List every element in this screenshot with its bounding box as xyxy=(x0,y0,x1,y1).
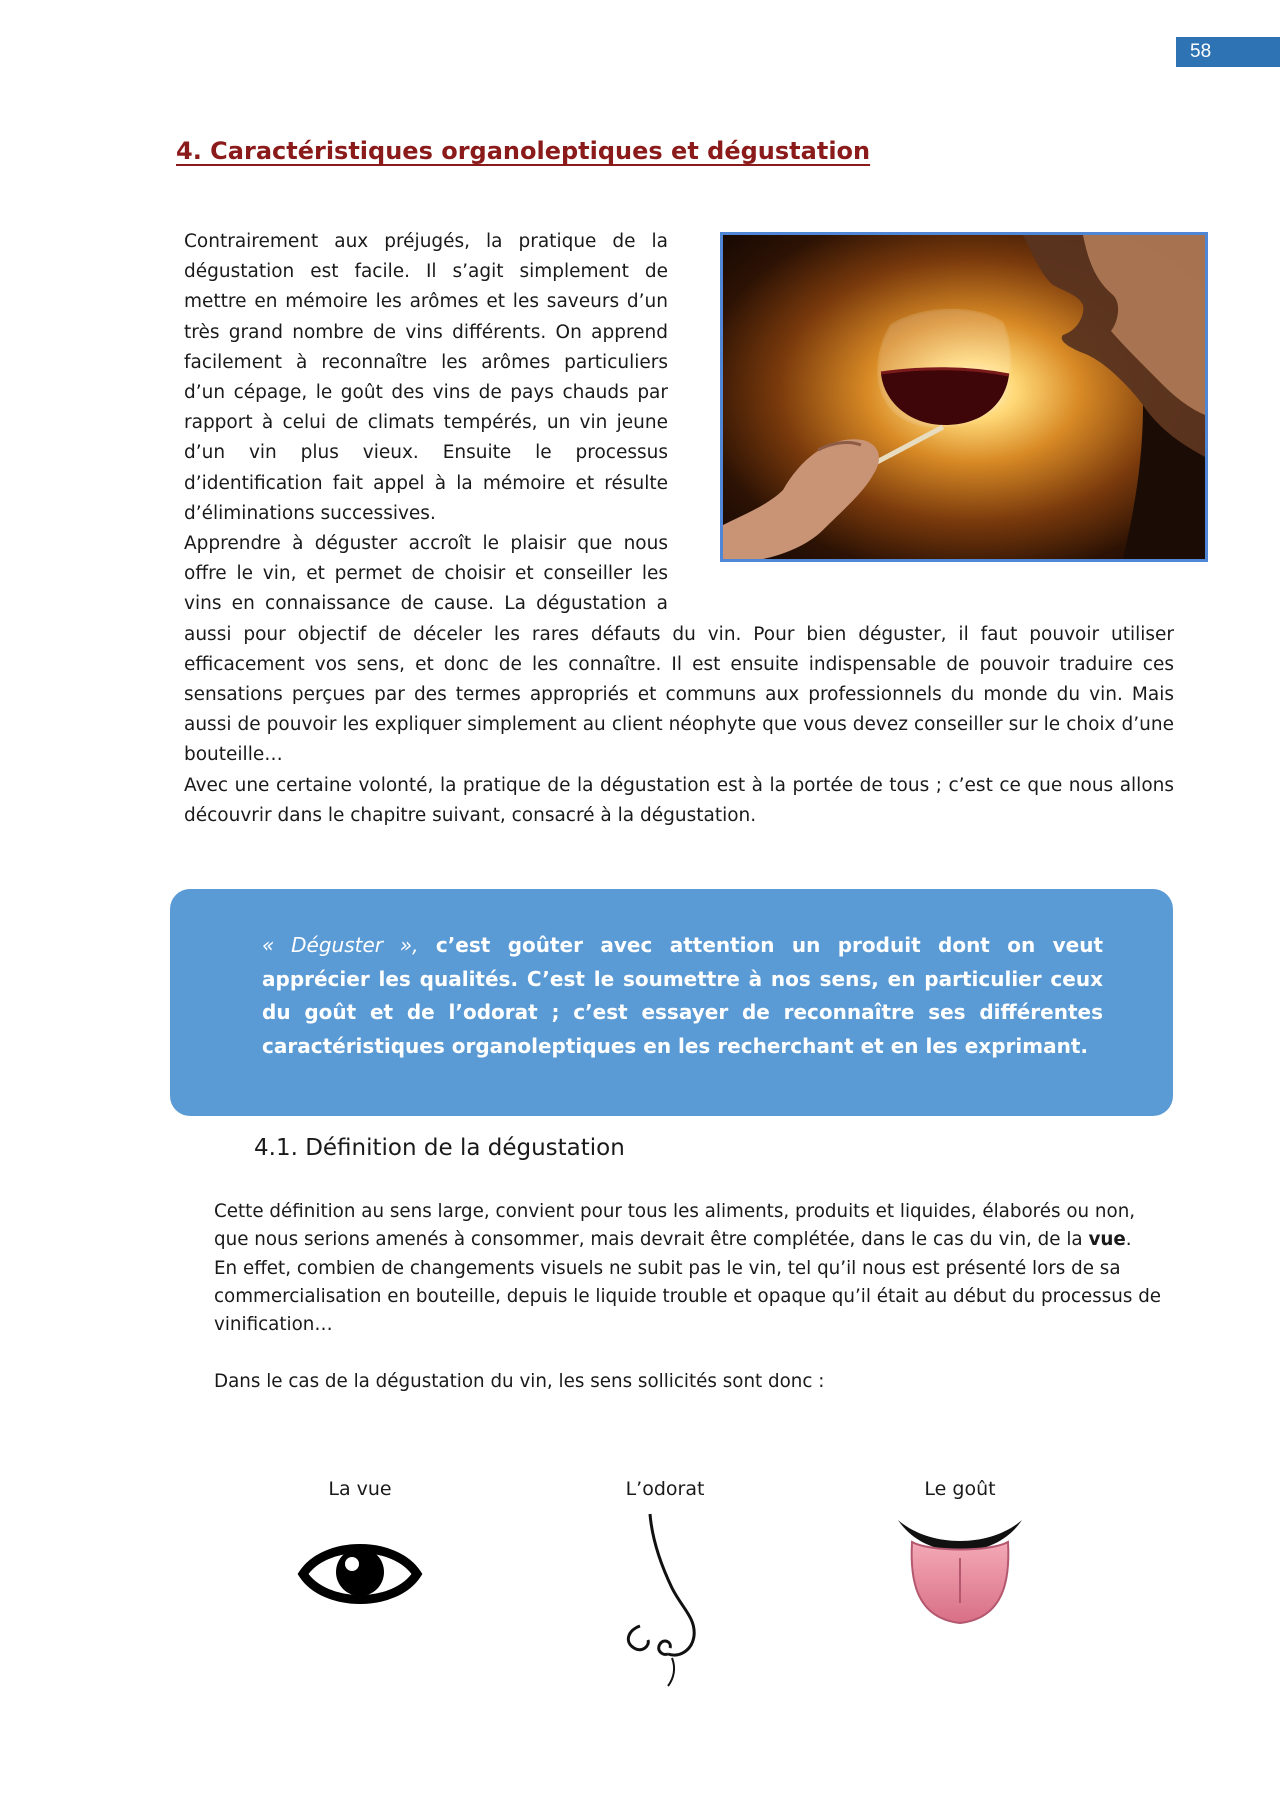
definition-paragraph xyxy=(214,1198,1174,1255)
page-number: 58 xyxy=(1176,37,1280,67)
intro-paragraph: Apprendre à déguster accroît le plaisir que nous offre le vin, et permet de choisir et conseiller les vins en connaissance de cause. La dégustation a aussi pour objectif de déceler les rares défauts du vin. Pour bien déguster, il faut pouvoir utiliser efficacement vos sens, et donc de les connaître. Il est ensuite indispensable de pouvoir traduire ces sensations perçues par des termes appropriés et communs aux professionnels du monde du vin. Mais aussi de pouvoir les expliquer simplement au client néophyte que vous devez conseiller sur le choix d’une bouteille… xyxy=(184,533,1174,766)
section-title: 4. Caractéristiques organoleptiques et dégustation xyxy=(176,137,871,165)
definition-section-text xyxy=(214,1198,1174,1396)
sense-sight xyxy=(240,1478,480,1628)
definition-term: « Déguster », xyxy=(262,933,419,957)
subsection-title: 4.1. Définition de la dégustation xyxy=(254,1135,625,1161)
intro-paragraph: Contrairement aux préjugés, la pratique de la dégustation est facile. Il s’agit simplement de mettre en mémoire les arômes et les saveurs d’un très grand nombre de vins différents. On apprend facilement à reconnaître les arômes particuliers d’un cépage, le goût des vins de pays chauds par rapport à celui de climats tempérés, un vin jeune d’un vin plus vieux. Ensuite le processus d’identification fait appel à la mémoire et résulte d’éliminations successives. xyxy=(184,231,668,524)
definition-callout xyxy=(170,889,1173,1116)
definition-body: c’est goûter avec attention un produit dont on veut apprécier les qualités. C’est le soumettre à nos sens, en particulier ceux du goût et de l’odorat ; c’est essayer de reconnaître ses différentes caractéristiques organoleptiques en les recherchant et en les exprimant. xyxy=(262,933,1104,1058)
senses-intro: Dans le cas de la dégustation du vin, les sens sollicités sont donc : xyxy=(214,1370,825,1392)
intro-paragraph: Avec une certaine volonté, la pratique de la dégustation est à la portée de tous ; c’est ce que nous allons découvrir dans le chapitre suivant, consacré à la dégustation. xyxy=(184,774,1174,826)
senses-row xyxy=(240,1478,1110,1728)
spacer-line xyxy=(214,1339,1174,1367)
sense-label: La vue xyxy=(328,1478,392,1500)
intro-text-block xyxy=(184,227,1174,831)
nose-icon xyxy=(610,1508,720,1688)
sense-taste xyxy=(840,1478,1080,1638)
sense-label: Le goût xyxy=(924,1478,996,1500)
eye-icon xyxy=(295,1508,425,1628)
definition-paragraph: En effet, combien de changements visuels ne subit pas le vin, tel qu’il nous est présenté lors de sa commercialisation en bouteille, depuis le liquide trouble et opaque qu’il était au début du processus de vinification… xyxy=(214,1257,1162,1336)
vue-emphasis: vue xyxy=(1088,1229,1126,1251)
definition-paragraph-start: Cette définition au sens large, convient pour tous les aliments, produits et liquides, élaborés ou non, que nous serions amenés à consommer, mais devrait être complétée, dans le cas du vin, de la xyxy=(214,1201,1136,1251)
sense-label: L’odorat xyxy=(625,1478,705,1500)
definition-text xyxy=(262,929,1103,1063)
sense-smell xyxy=(545,1478,785,1688)
photo-float-spacer xyxy=(668,227,1174,593)
tongue-icon xyxy=(890,1508,1030,1638)
definition-paragraph-end: . xyxy=(1125,1229,1132,1251)
